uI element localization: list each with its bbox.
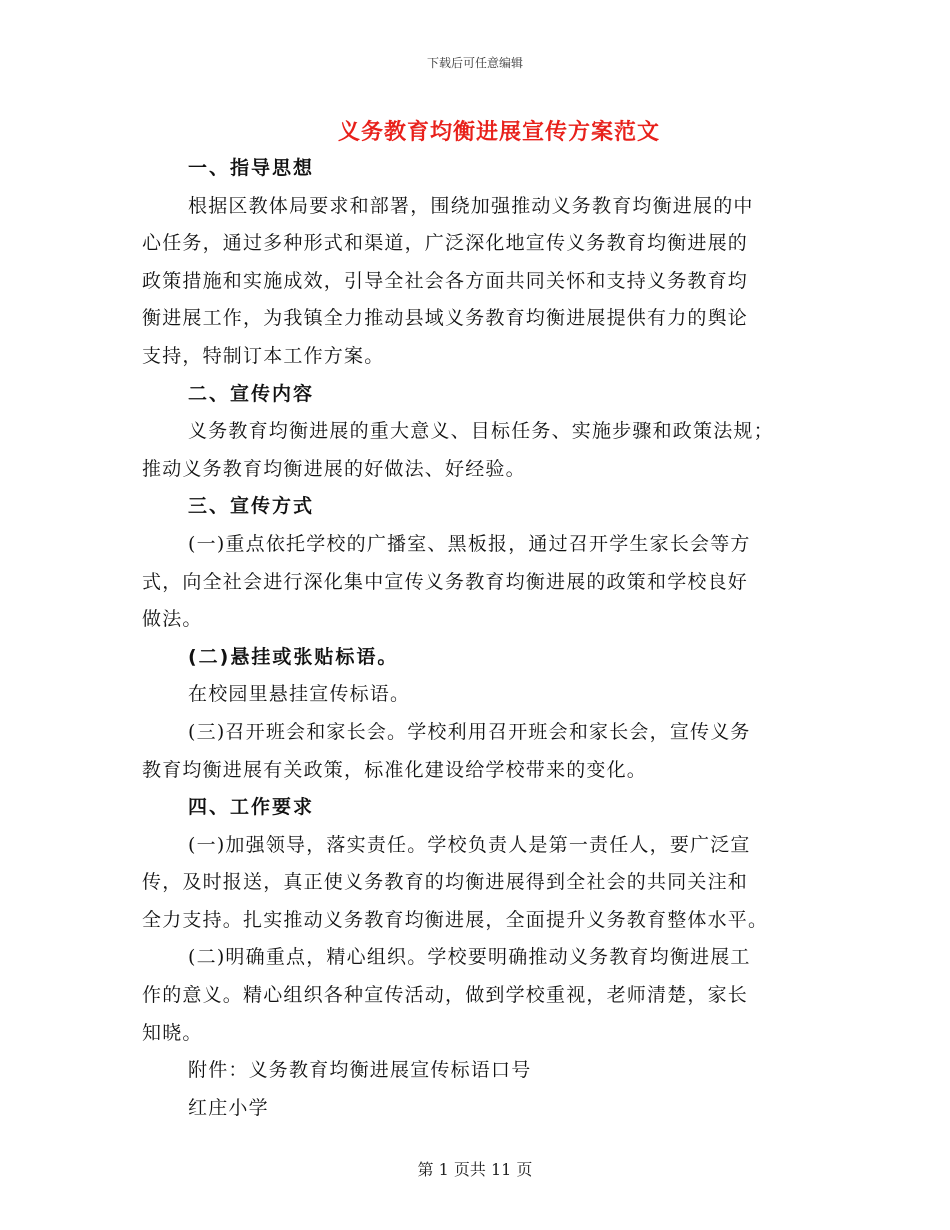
- paragraph-line: 知晓。: [142, 1021, 203, 1044]
- paragraph-line: (三)召开班会和家长会。学校利用召开班会和家长会，宣传义务: [188, 720, 751, 743]
- paragraph-line: 式，向全社会进行深化集中宣传义务教育均衡进展的政策和学校良好: [142, 570, 749, 593]
- paragraph-line: 做法。: [142, 608, 203, 631]
- paragraph-line: 支持，特制订本工作方案。: [142, 344, 385, 367]
- paragraph-line: 衡进展工作，为我镇全力推动县域义务教育均衡进展提供有力的舆论: [142, 307, 749, 330]
- subsection-heading-slogans: (二)悬挂或张贴标语。: [188, 645, 399, 668]
- section-heading-publicity-content: 二、宣传内容: [188, 382, 315, 405]
- paragraph-line: 推动义务教育均衡进展的好做法、好经验。: [142, 457, 526, 480]
- page-footer: 第 1 页共 11 页: [417, 1160, 533, 1179]
- paragraph-line: 义务教育均衡进展的重大意义、目标任务、实施步骤和政策法规；: [188, 420, 774, 443]
- document-title: 义务教育均衡进展宣传方案范文: [337, 119, 660, 145]
- section-heading-work-requirements: 四、工作要求: [188, 796, 315, 819]
- signature: 红庄小学: [188, 1096, 269, 1119]
- section-heading-publicity-methods: 三、宣传方式: [188, 495, 315, 518]
- section-heading-guiding-ideology: 一、指导思想: [188, 157, 315, 179]
- attachment-note: 附件：义务教育均衡进展宣传标语口号: [188, 1059, 532, 1082]
- paragraph-line: 在校园里悬挂宣传标语。: [188, 683, 411, 706]
- paragraph-line: 全力支持。扎实推动义务教育均衡进展，全面提升义务教育整体水平。: [142, 908, 769, 931]
- paragraph-line: (二)明确重点，精心组织。学校要明确推动义务教育均衡进展工: [188, 946, 751, 969]
- paragraph-line: 作的意义。精心组织各种宣传活动，做到学校重视，老师清楚，家长: [142, 984, 749, 1007]
- paragraph-line: 传，及时报送，真正使义务教育的均衡进展得到全社会的共同关注和: [142, 871, 749, 894]
- header-note: 下载后可任意编辑: [426, 56, 523, 70]
- document-body: [142, 150, 808, 1127]
- paragraph-line: 教育均衡进展有关政策，标准化建设给学校带来的变化。: [142, 758, 648, 781]
- paragraph-line: 根据区教体局要求和部署，围绕加强推动义务教育均衡进展的中: [188, 194, 754, 217]
- paragraph-line: 政策措施和实施成效，引导全社会各方面共同关怀和支持义务教育均: [142, 269, 749, 292]
- paragraph-line: (一)重点依托学校的广播室、黑板报，通过召开学生家长会等方: [188, 532, 751, 555]
- paragraph-line: (一)加强领导，落实责任。学校负责人是第一责任人，要广泛宣: [188, 833, 751, 856]
- paragraph-line: 心任务，通过多种形式和渠道，广泛深化地宣传义务教育均衡进展的: [142, 232, 749, 255]
